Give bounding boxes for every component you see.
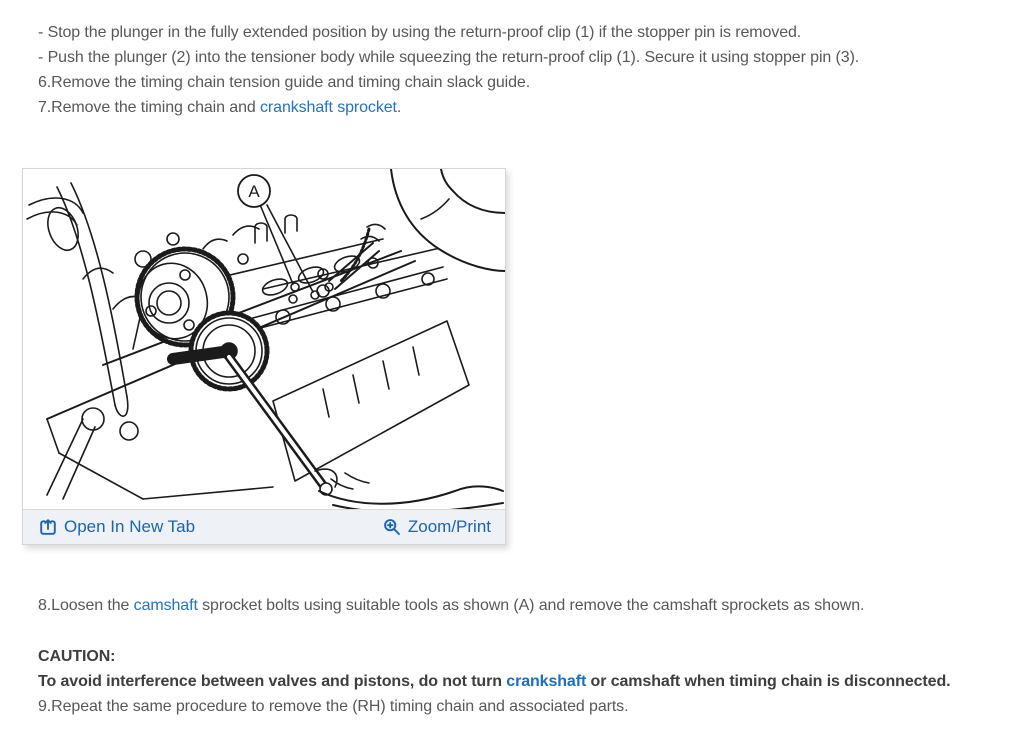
caution-body bbox=[38, 669, 950, 694]
instruction-text: 8.Loosen the bbox=[38, 597, 134, 614]
open-in-new-tab-icon bbox=[39, 518, 57, 536]
instruction-text: sprocket bolts using suitable tools as shown (A) and remove the camshaft sprockets as shown. bbox=[197, 597, 865, 614]
instruction-text: . bbox=[396, 99, 402, 116]
caution-label: CAUTION: bbox=[38, 648, 116, 665]
figure-toolbar bbox=[23, 509, 505, 544]
procedure-steps-bottom bbox=[38, 593, 950, 719]
figure-label-a: A bbox=[248, 182, 260, 201]
zoom-print-button[interactable] bbox=[383, 517, 491, 537]
instruction-text: 6.Remove the timing chain tension guide and timing chain slack guide. bbox=[38, 74, 531, 91]
paragraph-spacer bbox=[38, 618, 950, 644]
instruction-line-step6 bbox=[38, 70, 859, 95]
caution-text: or camshaft when timing chain is disconnected. bbox=[586, 673, 951, 690]
instruction-text: 7.Remove the timing chain and bbox=[38, 99, 261, 116]
engine-diagram bbox=[23, 169, 505, 509]
zoom-in-magnifier-icon bbox=[383, 518, 401, 536]
open-in-new-tab-label: Open In New Tab bbox=[64, 517, 196, 536]
instruction-line-plunger-stop bbox=[38, 20, 859, 45]
camshaft-link[interactable]: camshaft bbox=[133, 597, 198, 614]
open-in-new-tab-button[interactable] bbox=[39, 517, 195, 537]
crankshaft-sprocket-link[interactable]: crankshaft sprocket bbox=[260, 99, 397, 116]
instruction-line-plunger-push bbox=[38, 45, 859, 70]
instruction-text: 9.Repeat the same procedure to remove the (RH) timing chain and associated parts. bbox=[38, 698, 629, 715]
instruction-text: - Stop the plunger in the fully extended position by using the return-proof clip (1) if the stopper pin is removed. bbox=[38, 24, 802, 41]
instruction-line-step8 bbox=[38, 593, 950, 618]
instruction-text: - Push the plunger (2) into the tensioner body while squeezing the return-proof clip (1). Secure it using stopper pin (3). bbox=[38, 49, 860, 66]
figure-card bbox=[22, 168, 506, 545]
caution-text: To avoid interference between valves and pistons, do not turn bbox=[38, 673, 507, 690]
caution-heading bbox=[38, 644, 950, 669]
zoom-print-label: Zoom/Print bbox=[407, 517, 491, 536]
engine-diagram-drawing bbox=[23, 169, 505, 509]
procedure-steps-top bbox=[38, 20, 859, 120]
instruction-line-step9 bbox=[38, 694, 950, 719]
crankshaft-link[interactable]: crankshaft bbox=[506, 673, 587, 690]
instruction-line-step7 bbox=[38, 95, 859, 120]
